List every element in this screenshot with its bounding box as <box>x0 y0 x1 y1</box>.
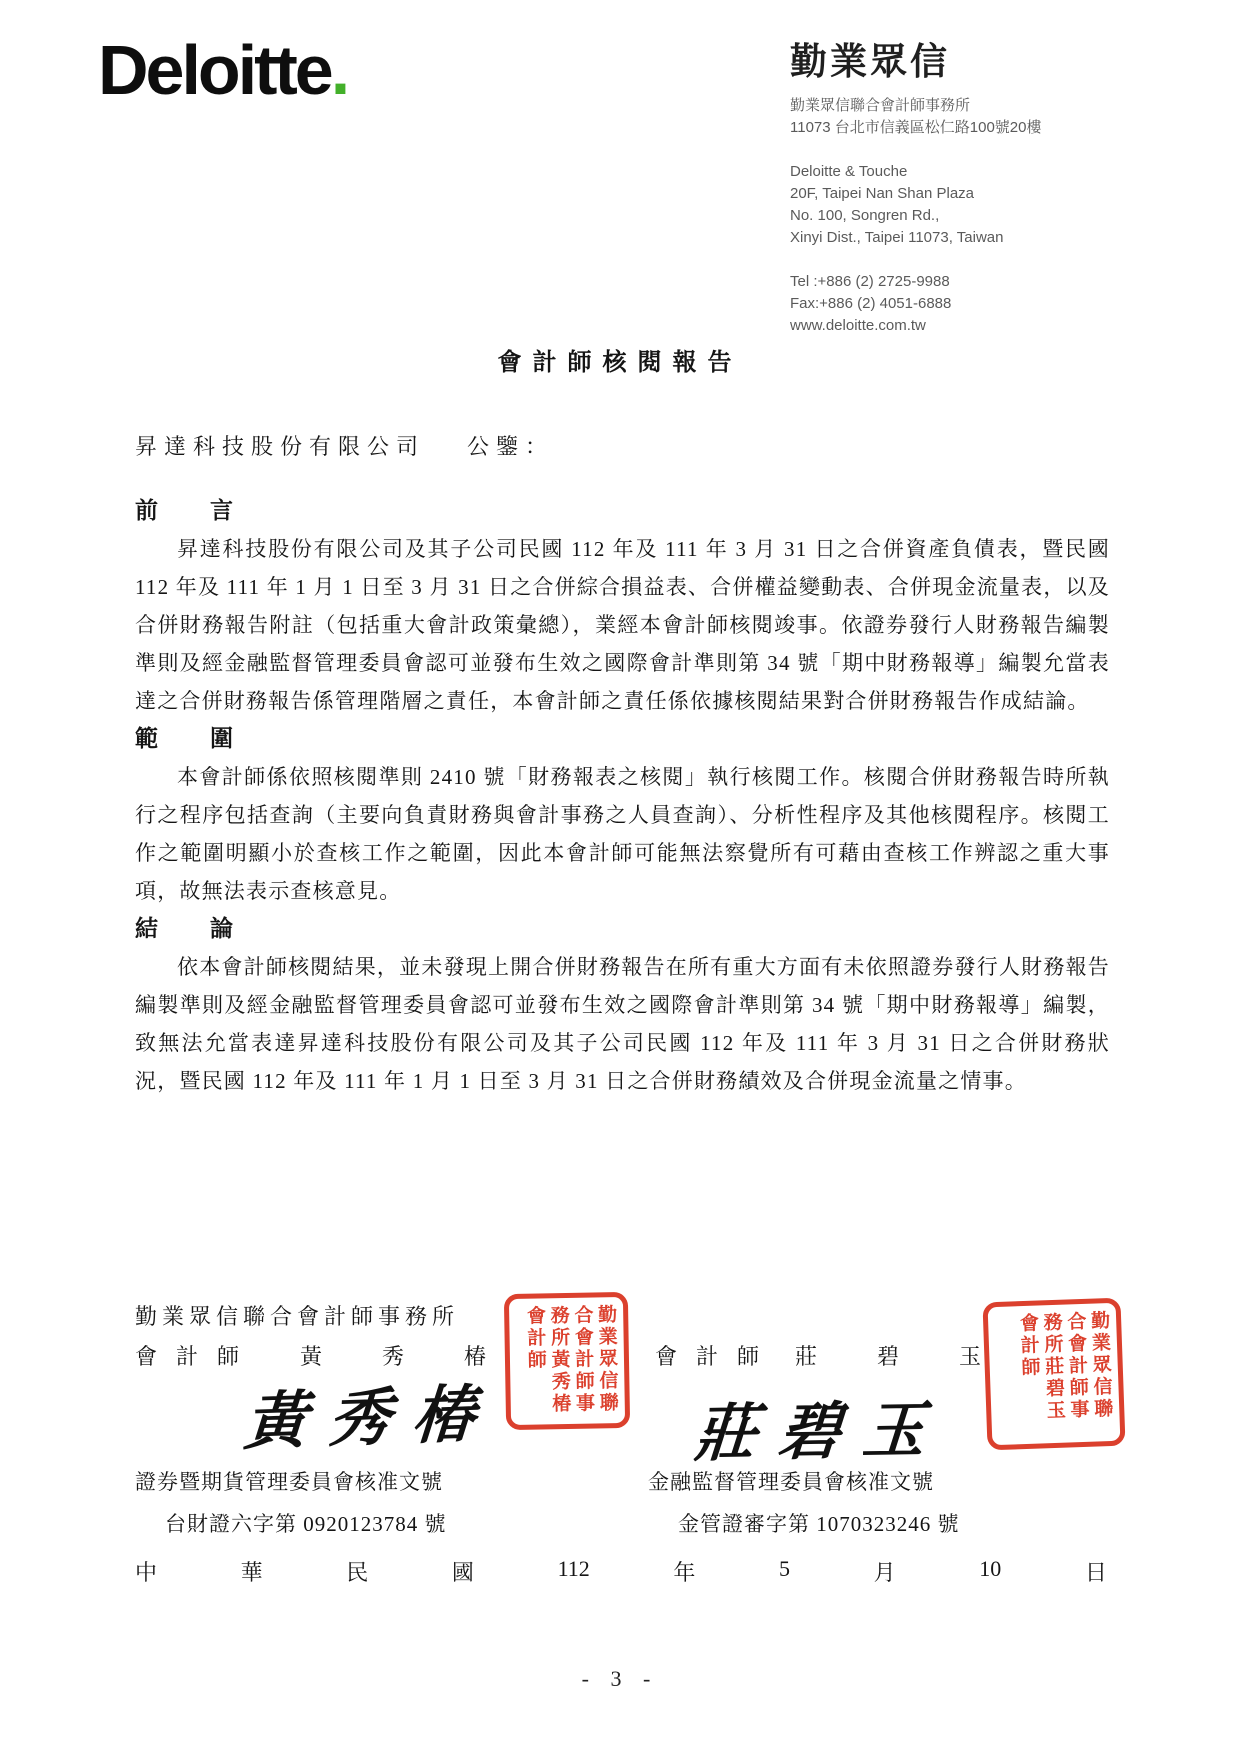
approval-sfc-title: 證券暨期貨管理委員會核准文號 <box>135 1470 443 1494</box>
date-line <box>135 1556 1107 1587</box>
cpa2-handwritten-signature: 莊碧玉 <box>692 1396 949 1470</box>
report-title: 會計師核閱報告 <box>497 350 743 376</box>
date-token: 華 <box>240 1560 263 1585</box>
date-token: 月 <box>873 1560 896 1585</box>
cpa1-red-seal: 勤業眾信聯合會計師事務所黃秀椿會計師 <box>504 1292 630 1430</box>
section-heading-conclusion: 結 論 <box>135 916 235 941</box>
report-body <box>135 492 1110 1100</box>
firm-address-zh: 11073 台北市信義區松仁路100號20樓 <box>790 118 1042 136</box>
date-token: 國 <box>451 1560 474 1585</box>
firm-address-en-line1: 20F, Taipei Nan Shan Plaza <box>790 184 975 202</box>
date-token-year: 112 <box>557 1556 590 1581</box>
section-heading-foreword: 前 言 <box>135 498 235 523</box>
cpa1-name: 黃 秀 椿 <box>300 1344 506 1369</box>
approval-fsc-number: 金管證審字第 1070323246 號 <box>678 1512 960 1536</box>
firm-address-en-line3: Xinyi Dist., Taipei 11073, Taiwan <box>790 228 1004 246</box>
section-body-conclusion: 依本會計師核閱結果，並未發現上開合併財務報告在所有重大方面有未依照證券發行人財務報告編製準則及經金融監督管理委員會認可並發布生效之國際會計準則第 34 號「期中財務報導」編製，致無法允當表達昇達科技股份有限公司及其子公司民國 112 年及 111 年 3 月 31 日之合併財務狀況，暨民國 112 年及 111 年 1 月 1 日至 3 月 31 日之合併財務績效及合併現金流量之情事。 <box>135 955 1110 1093</box>
firm-english-block <box>790 161 1140 249</box>
firm-name-en: Deloitte & Touche <box>790 162 908 180</box>
firm-full-name-zh: 勤業眾信聯合會計師事務所 <box>790 96 971 114</box>
date-token-day: 10 <box>979 1556 1002 1581</box>
date-token: 中 <box>135 1560 158 1585</box>
deloitte-logo <box>98 30 347 110</box>
approval-fsc-title: 金融監督管理委員會核准文號 <box>648 1470 934 1494</box>
cpa2-red-seal: 勤業眾信聯合會計師事務所莊碧玉會計師 <box>982 1298 1125 1451</box>
firm-fax: Fax:+886 (2) 4051-6888 <box>790 294 952 312</box>
firm-contact-block <box>790 271 1140 337</box>
firm-address-en-line2: No. 100, Songren Rd., <box>790 206 940 224</box>
approval-block-sfc <box>135 1466 447 1538</box>
firm-letterhead <box>790 42 1140 337</box>
addressee-company: 昇達科技股份有限公司 <box>135 434 426 459</box>
cpa2-label: 會計師 <box>655 1344 779 1369</box>
firm-website: www.deloitte.com.tw <box>790 316 926 334</box>
section-heading-scope: 範 圍 <box>135 726 235 751</box>
date-token: 日 <box>1084 1560 1107 1585</box>
date-token: 年 <box>673 1560 696 1585</box>
addressee-suffix: 公鑒： <box>467 434 555 459</box>
firm-name-zh: 勤業眾信 <box>790 41 950 82</box>
deloitte-logo-green-dot: . <box>330 31 348 109</box>
firm-tel: Tel :+886 (2) 2725-9988 <box>790 272 950 290</box>
firm-subtitle-block <box>790 95 1140 139</box>
cpa1-label: 會計師 <box>135 1344 259 1369</box>
approval-sfc-number: 台財證六字第 0920123784 號 <box>165 1512 447 1536</box>
cpa2-name: 莊 碧 玉 <box>795 1344 1001 1369</box>
date-token-month: 5 <box>779 1556 791 1581</box>
deloitte-logo-text: Deloitte <box>98 31 331 109</box>
addressee-line <box>135 430 554 461</box>
date-token: 民 <box>346 1560 369 1585</box>
page-number: - 3 - <box>581 1666 659 1691</box>
approval-block-fsc <box>648 1466 960 1538</box>
section-body-scope: 本會計師係依照核閱準則 2410 號「財務報表之核閱」執行核閱工作。核閱合併財務報告時所執行之程序包括查詢（主要向負責財務與會計事務之人員查詢）、分析性程序及其他核閱程序。核閱工作之範圍明顯小於查核工作之範圍，因此本會計師可能無法察覺所有可藉由查核工作辨認之重大事項，故無法表示查核意見。 <box>135 765 1110 903</box>
section-body-foreword: 昇達科技股份有限公司及其子公司民國 112 年及 111 年 3 月 31 日之合併資產負債表，暨民國 112 年及 111 年 1 月 1 日至 3 月 31 日之合併綜合損益表、合併權益變動表、合併現金流量表，以及合併財務報告附註（包括重大會計政策彙總），業經本會計師核閱竣事。依證券發行人財務報告編製準則及經金融監督管理委員會認可並發布生效之國際會計準則第 34 號「期中財務報導」編製允當表達之合併財務報告係管理階層之責任，本會計師之責任係依據核閱結果對合併財務報告作成結論。 <box>135 537 1110 713</box>
cpa1-handwritten-signature: 黃秀椿 <box>242 1380 499 1458</box>
signature-firm-name: 勤業眾信聯合會計師事務所 <box>135 1304 460 1329</box>
